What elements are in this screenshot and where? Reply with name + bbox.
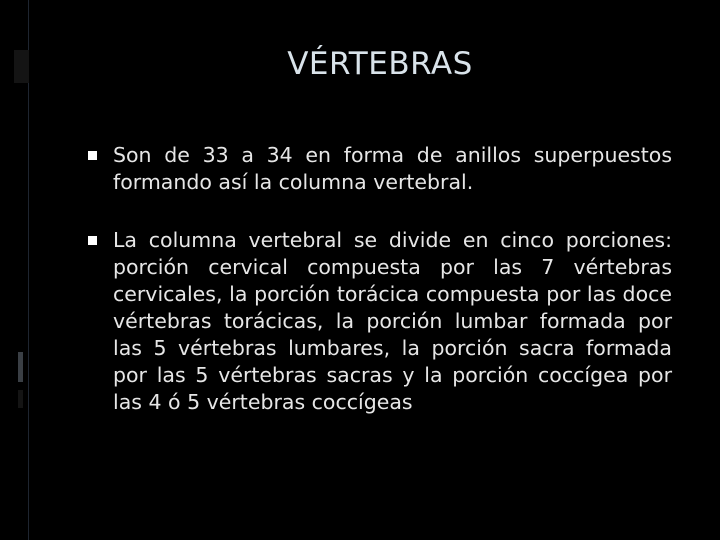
bullet-list <box>88 142 672 416</box>
bullet-text: La columna vertebral se divide en cinco porciones: porción cervical compuesta por las 7 vértebras cervicales, la porción torácica compuesta por las doce vértebras torácicas, la porción lumbar formada por las 5 vértebras lumbares, la porción sacra formada por las 5 vértebras sacras y la porción coccígea por las 4 ó 5 vértebras coccígeas <box>113 228 672 414</box>
decorative-block-top <box>14 50 29 83</box>
slide-title: VÉRTEBRAS <box>287 46 473 82</box>
decorative-bar-gray <box>18 352 23 382</box>
decorative-bar-dark <box>18 390 23 408</box>
square-bullet-icon <box>88 151 97 160</box>
square-bullet-icon <box>88 236 97 245</box>
bullet-item <box>88 142 672 196</box>
bullet-item <box>88 227 672 416</box>
bullet-text: Son de 33 a 34 en forma de anillos superpuestos formando así la columna vertebral. <box>113 143 672 194</box>
